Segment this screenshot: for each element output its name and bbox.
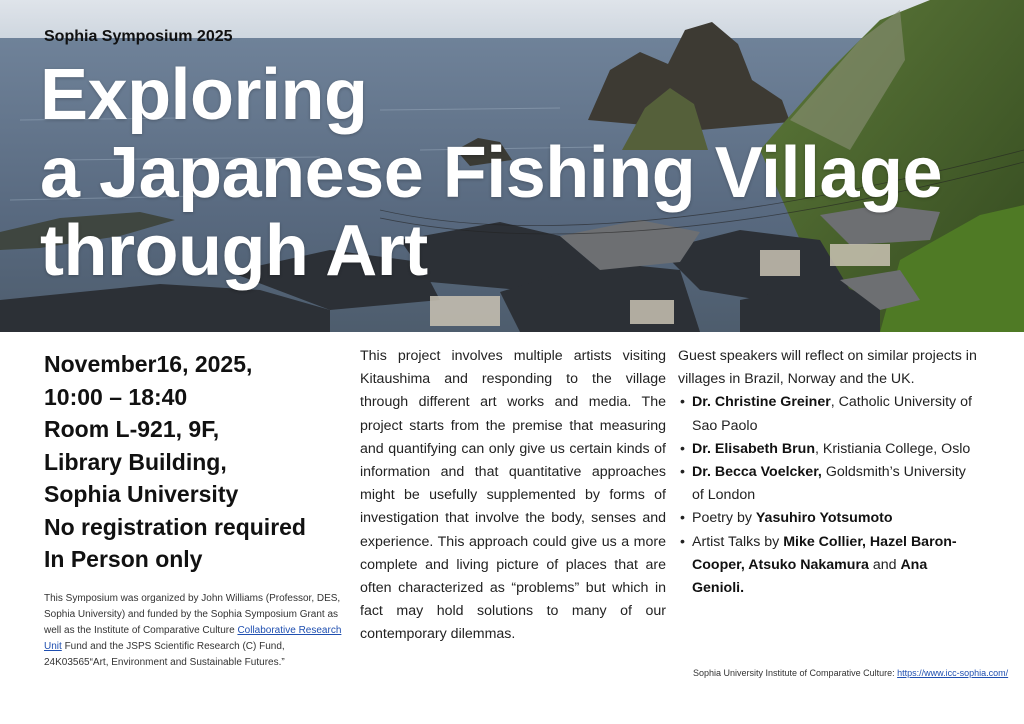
- credits-text-end: Fund and the JSPS Scientific Research (C) Fund, 24K03565“Art, Environment and Sustainable Futures.”: [44, 641, 285, 668]
- event-registration: No registration required: [44, 513, 306, 540]
- speaker-affiliation: , Kristiania College, Oslo: [814, 440, 971, 457]
- speaker-affiliation: Goldsmith’s University of London: [692, 464, 966, 504]
- speakers-intro: Guest speakers will reflect on similar projects in villages in Brazil, Norway and the UK.: [678, 348, 977, 388]
- bullet-icon: •: [680, 394, 685, 411]
- speaker-name: Dr. Christine Greiner: [692, 394, 831, 411]
- event-details: [44, 348, 344, 576]
- institute-label: Sophia University Institute of Comparative Culture:: [693, 668, 898, 678]
- speaker-affiliation: , Catholic University of Sao Paolo: [692, 394, 972, 434]
- funding-credits: [44, 591, 344, 671]
- speaker-item: [678, 391, 978, 437]
- poetry-prefix: Poetry by: [692, 510, 756, 527]
- artist-names-conjunction: and: [868, 556, 901, 573]
- title-line-1: Exploring: [40, 55, 368, 135]
- event-room: Room L-921, 9F,: [44, 416, 220, 442]
- speaker-name: Dr. Elisabeth Brun: [692, 440, 815, 457]
- symposium-kicker: Sophia Symposium 2025: [44, 28, 233, 45]
- speaker-item: [678, 461, 978, 507]
- institute-website-link[interactable]: https://www.icc-sophia.com/: [897, 668, 1009, 678]
- event-time: 10:00 – 18:40: [44, 383, 188, 410]
- artist-names: Mike Collier, Hazel Baron-Cooper, Atsuko Nakamura: [692, 533, 957, 573]
- event-university: Sophia University: [44, 481, 239, 507]
- collaborative-research-unit-link[interactable]: Collaborative Research Unit: [44, 625, 342, 652]
- artist-talks-prefix: Artist Talks by: [692, 533, 784, 550]
- speaker-item: [678, 438, 978, 461]
- speaker-list: [678, 391, 978, 600]
- hero-banner: [0, 0, 1024, 332]
- bullet-icon: •: [680, 510, 685, 527]
- project-description: This project involves multiple artists visiting Kitaushima and responding to the village through different art works and media. The project starts from the premise that measuring and quantifying can only give us certain kinds of information and that quantitative approaches might be usefully supplemented by forms of investigation that involve the body, senses and experience. This approach could give us a more complete and living picture of places that are often characterized as “problems” but which in fact may hold solutions to many of our contemporary dilemmas.: [360, 348, 666, 643]
- speaker-name: Dr. Becca Voelcker,: [692, 464, 822, 481]
- bullet-icon: •: [680, 440, 685, 457]
- event-building: Library Building,: [44, 448, 227, 475]
- artist-talks-item: [678, 531, 978, 601]
- title-line-2: a Japanese Fishing Village: [40, 133, 943, 213]
- poetry-item: [678, 507, 978, 530]
- bullet-icon: •: [680, 533, 685, 550]
- event-format: In Person only: [44, 546, 203, 572]
- institute-footer: [693, 668, 1008, 678]
- bullet-icon: •: [680, 464, 685, 481]
- event-date: November16, 2025,: [44, 351, 253, 377]
- credits-text-start: This Symposium was organized by John Williams (Professor, DES, Sophia University) and funded by the Sophia Symposium Grant as well as the Institute of Comparative Culture: [44, 593, 341, 636]
- poet-name: Yasuhiro Yotsumoto: [755, 510, 893, 527]
- page-title: [40, 56, 942, 290]
- title-line-3: through Art: [40, 211, 428, 291]
- artist-name-last: Ana Genioli.: [692, 556, 928, 597]
- speakers-section: [678, 345, 978, 600]
